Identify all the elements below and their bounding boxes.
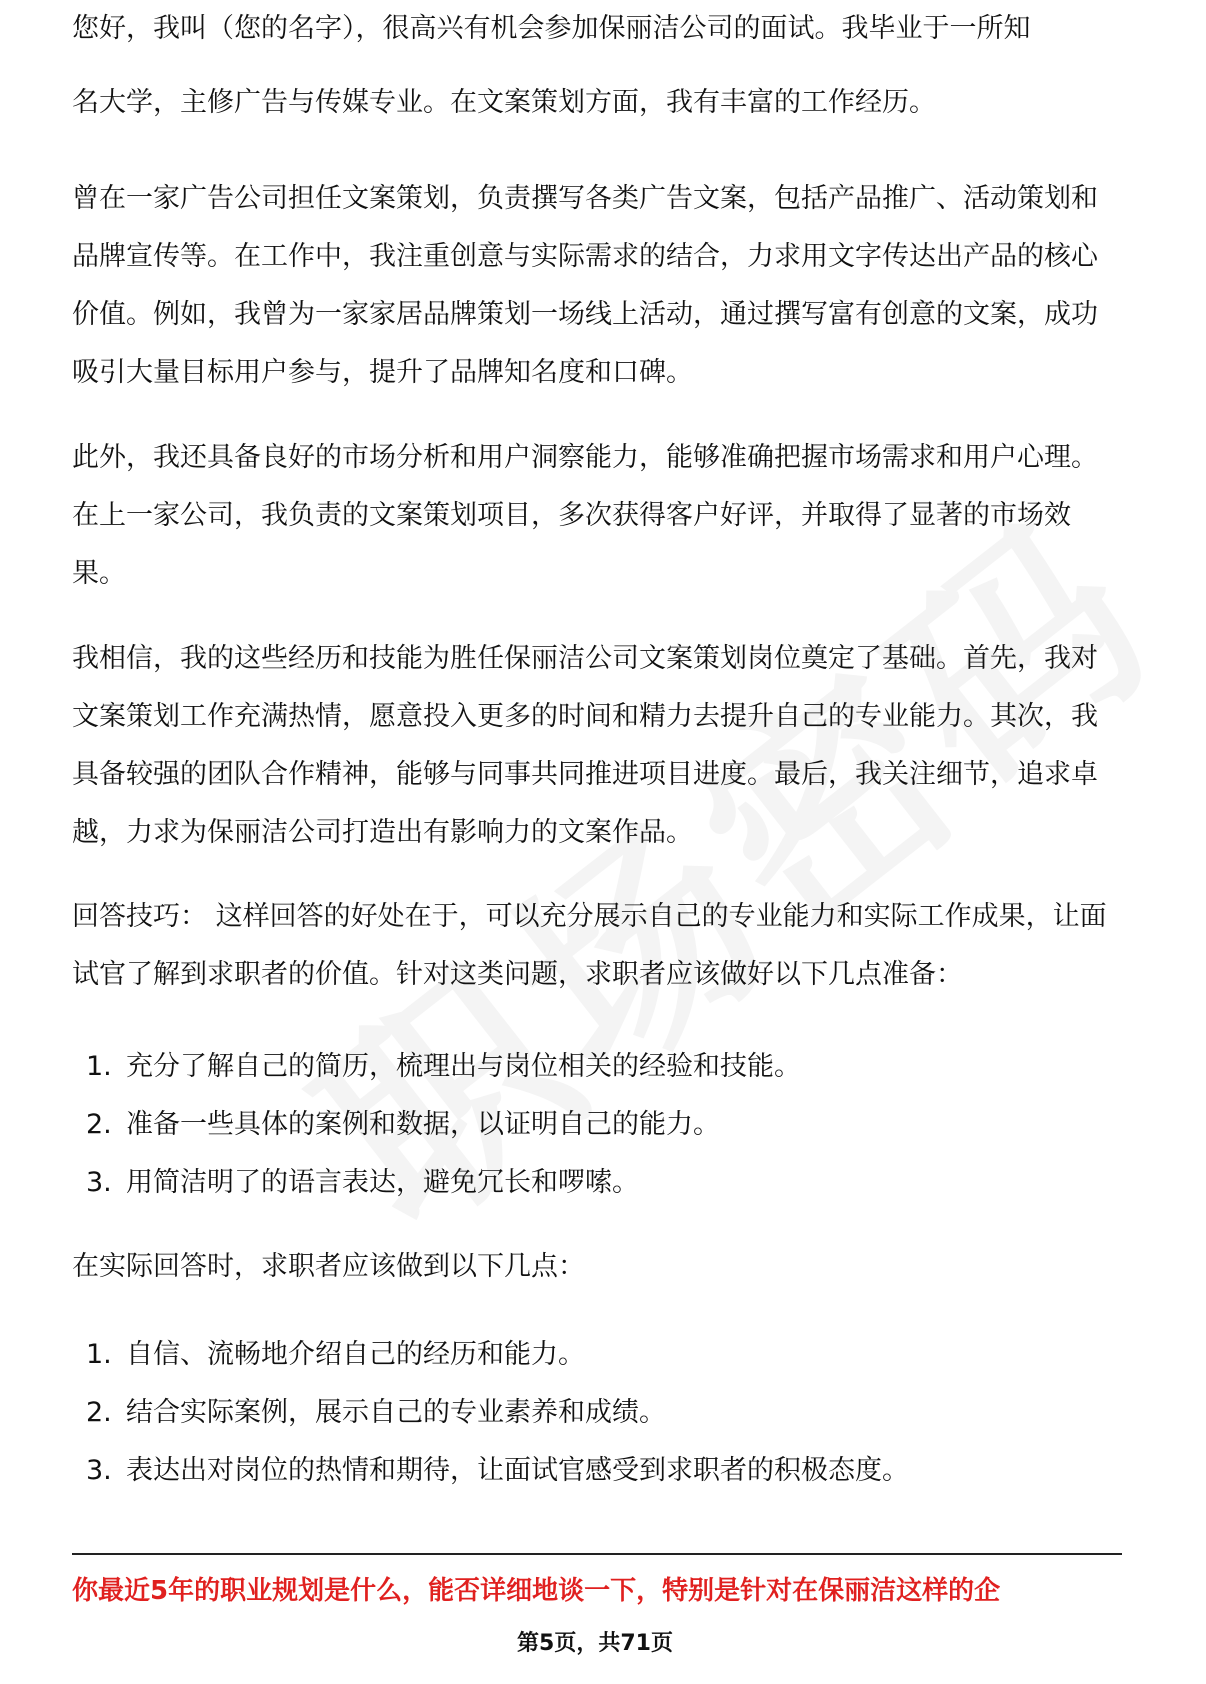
tips-paragraph <box>72 888 1122 1004</box>
list-item <box>72 1326 1122 1384</box>
list-item-text: 用简洁明了的语言表达，避免冗长和啰嗦。 <box>126 1167 639 1198</box>
list-item <box>72 1038 1122 1096</box>
cut-off-top-text: 您好，我叫（您的名字），很高兴有机会参加保丽洁公司的面试。我毕业于一所知 <box>72 13 1031 44</box>
answer-points-list <box>72 1326 1122 1500</box>
skills-paragraph-text: 此外，我还具备良好的市场分析和用户洞察能力，能够准确把握市场需求和用户心理。在上一家公司，我负责的文案策划项目，多次获得客户好评，并取得了显著的市场效果。 <box>72 442 1098 589</box>
list-item-number: 2. <box>86 1397 112 1428</box>
list-item-number: 2. <box>86 1109 112 1140</box>
next-question-heading: 你最近5年的职业规划是什么，能否详细地谈一下，特别是针对在保丽洁这样的企 <box>72 1576 1001 1606</box>
list-item-text: 自信、流畅地介绍自己的经历和能力。 <box>126 1339 585 1370</box>
list-item-number: 1. <box>86 1051 112 1082</box>
intro-paragraph <box>72 74 1122 132</box>
experience-paragraph <box>72 170 1122 402</box>
list-item-text: 准备一些具体的案例和数据，以证明自己的能力。 <box>126 1109 720 1140</box>
intro-paragraph-text: 名大学，主修广告与传媒专业。在文案策划方面，我有丰富的工作经历。 <box>72 87 936 118</box>
preparation-list <box>72 1038 1122 1212</box>
belief-paragraph <box>72 630 1122 862</box>
page-number: 第5页，共71页 <box>517 1631 673 1656</box>
actual-answer-paragraph <box>72 1238 1122 1296</box>
list-item-number: 1. <box>86 1339 112 1370</box>
list-item <box>72 1384 1122 1442</box>
list-item <box>72 1096 1122 1154</box>
list-item-number: 3. <box>86 1455 112 1486</box>
cut-off-top-line <box>72 13 1122 60</box>
list-item-text: 表达出对岗位的热情和期待，让面试官感受到求职者的积极态度。 <box>126 1455 909 1486</box>
list-item-number: 3. <box>86 1167 112 1198</box>
actual-answer-paragraph-text: 在实际回答时，求职者应该做到以下几点： <box>72 1251 585 1282</box>
list-item-text: 结合实际案例，展示自己的专业素养和成绩。 <box>126 1397 666 1428</box>
section-divider <box>72 1553 1122 1555</box>
list-item-text: 充分了解自己的简历，梳理出与岗位相关的经验和技能。 <box>126 1051 801 1082</box>
tips-paragraph-text: 回答技巧： 这样回答的好处在于，可以充分展示自己的专业能力和实际工作成果，让面试官了解到求职者的价值。针对这类问题，求职者应该做好以下几点准备： <box>72 901 1107 990</box>
skills-paragraph <box>72 429 1122 603</box>
list-item <box>72 1154 1122 1212</box>
list-item <box>72 1442 1122 1500</box>
belief-paragraph-text: 我相信，我的这些经历和技能为胜任保丽洁公司文案策划岗位奠定了基础。首先，我对文案策划工作充满热情，愿意投入更多的时间和精力去提升自己的专业能力。其次，我具备较强的团队合作精神，能够与同事共同推进项目进度。最后，我关注细节，追求卓越，力求为保丽洁公司打造出有影响力的文案作品。 <box>72 643 1098 848</box>
experience-paragraph-text: 曾在一家广告公司担任文案策划，负责撰写各类广告文案，包括产品推广、活动策划和品牌宣传等。在工作中，我注重创意与实际需求的结合，力求用文字传达出产品的核心价值。例如，我曾为一家家居品牌策划一场线上活动，通过撰写富有创意的文案，成功吸引大量目标用户参与，提升了品牌知名度和口碑。 <box>72 183 1098 388</box>
